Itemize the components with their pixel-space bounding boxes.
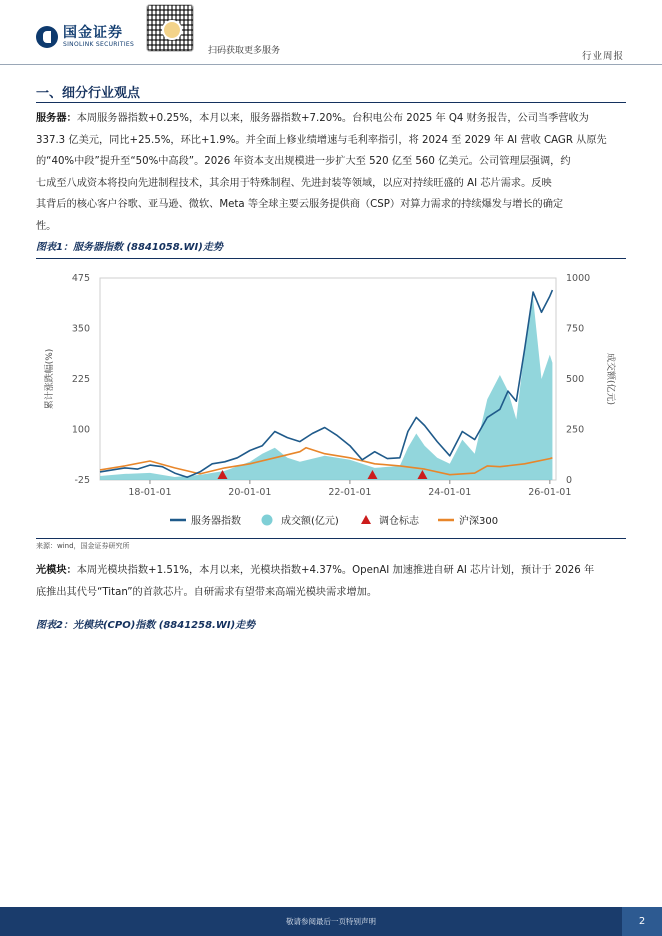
y-left-axis-title: 累计涨跌幅(%) [45,348,55,410]
y-left-tick-label: -25 [74,475,90,486]
legend-swatch [262,515,273,526]
page-header [0,0,662,64]
optical-module-paragraph [36,560,626,603]
figure1-bottom-rule [36,538,626,539]
paragraph-line: 性。 [36,220,57,232]
report-type-label: 行业周报 [581,51,624,62]
paragraph-line: 服务器：本周服务器指数+0.25%，本月以来，服务器指数+7.20%。台积电公布 2025 年 Q4 财务报告，公司当季营收为 [36,113,589,124]
paragraph-line: 光模块：本周光模块指数+1.51%，本月以来，光模块指数+4.37%。OpenAI 加速推进自研 AI 芯片计划，预计于 2026 年 [36,565,595,576]
y-left-tick-label: 225 [71,374,90,385]
footer-disclaimer: 敬请参阅最后一页特别声明 [286,917,376,926]
paragraph-lead: 光模块： [36,565,77,576]
y-right-tick-label: 750 [566,323,585,335]
y-right-tick-label: 1000 [566,273,591,284]
legend-label: 调仓标志 [379,516,419,527]
legend-swatch [361,515,371,524]
logo-icon [36,26,58,48]
paragraph-line: 七成至八成资本将投向先进制程技术，其余用于特殊制程、先进封装等领域，以应对持续旺盛的 AI 芯片需求。反映 [36,177,552,189]
qr-code-icon [146,4,194,52]
x-tick-label: 24-01-01 [428,487,472,498]
server-paragraph [36,108,626,237]
y-left-tick-label: 475 [71,273,90,284]
paragraph-line: 底推出其代号“Titan”的首款芯片。自研需求有望带来高端光模块需求增加。 [36,586,378,598]
paragraph-line: 其背后的核心客户谷歌、亚马逊、微软、Meta 等全球主要云服务提供商（CSP）对算力需求的持续爆发与增长的确定 [36,199,564,210]
qr-caption: 扫码获取更多服务 [208,46,281,56]
turnover-area [100,298,552,480]
figure1-top-rule [36,258,626,259]
paragraph-line: 的“40%中段”提升至“50%中高段”。2026 年资本支出规模进一步扩大至 520 亿至 560 亿美元。公司管理层强调，约 [36,156,571,167]
logo-name-cn: 国金证券 [63,25,123,41]
x-tick-label: 26-01-01 [528,487,572,498]
y-left-tick-label: 100 [71,424,90,436]
logo-name-en: SINOLINK SECURITIES [63,41,135,48]
header-divider [0,64,662,65]
legend-label: 服务器指数 [191,516,241,527]
x-tick-label: 20-01-01 [228,487,272,498]
figure1-title: 图表1：服务器指数 (8841058.WI)走势 [36,242,223,253]
y-left-tick-label: 350 [71,323,90,335]
page-footer [0,907,662,936]
company-logo [36,26,134,48]
y-right-tick-label: 0 [566,475,573,486]
x-tick-label: 18-01-01 [128,487,172,498]
section-divider [36,102,626,103]
paragraph-lead: 服务器： [36,113,77,124]
page-number: 2 [622,907,662,936]
legend-label: 成交额(亿元) [281,516,339,527]
paragraph-line: 337.3 亿美元，同比+25.5%，环比+1.9%。并全面上修业绩增速与毛利率指引，将 2024 至 2029 年 AI 营收 CAGR 从原先 [36,134,607,146]
x-tick-label: 22-01-01 [328,487,372,498]
section-title: 一、细分行业观点 [36,86,141,101]
figure1-source: 来源：wind，国金证券研究所 [36,542,130,550]
y-right-axis-title: 成交额(亿元) [605,352,615,406]
server-index-chart [36,262,626,538]
figure2-title: 图表2：光模块(CPO)指数 (8841258.WI)走势 [36,620,256,631]
y-right-tick-label: 250 [566,424,585,436]
legend-label: 沪深300 [459,516,499,527]
y-right-tick-label: 500 [566,374,585,385]
